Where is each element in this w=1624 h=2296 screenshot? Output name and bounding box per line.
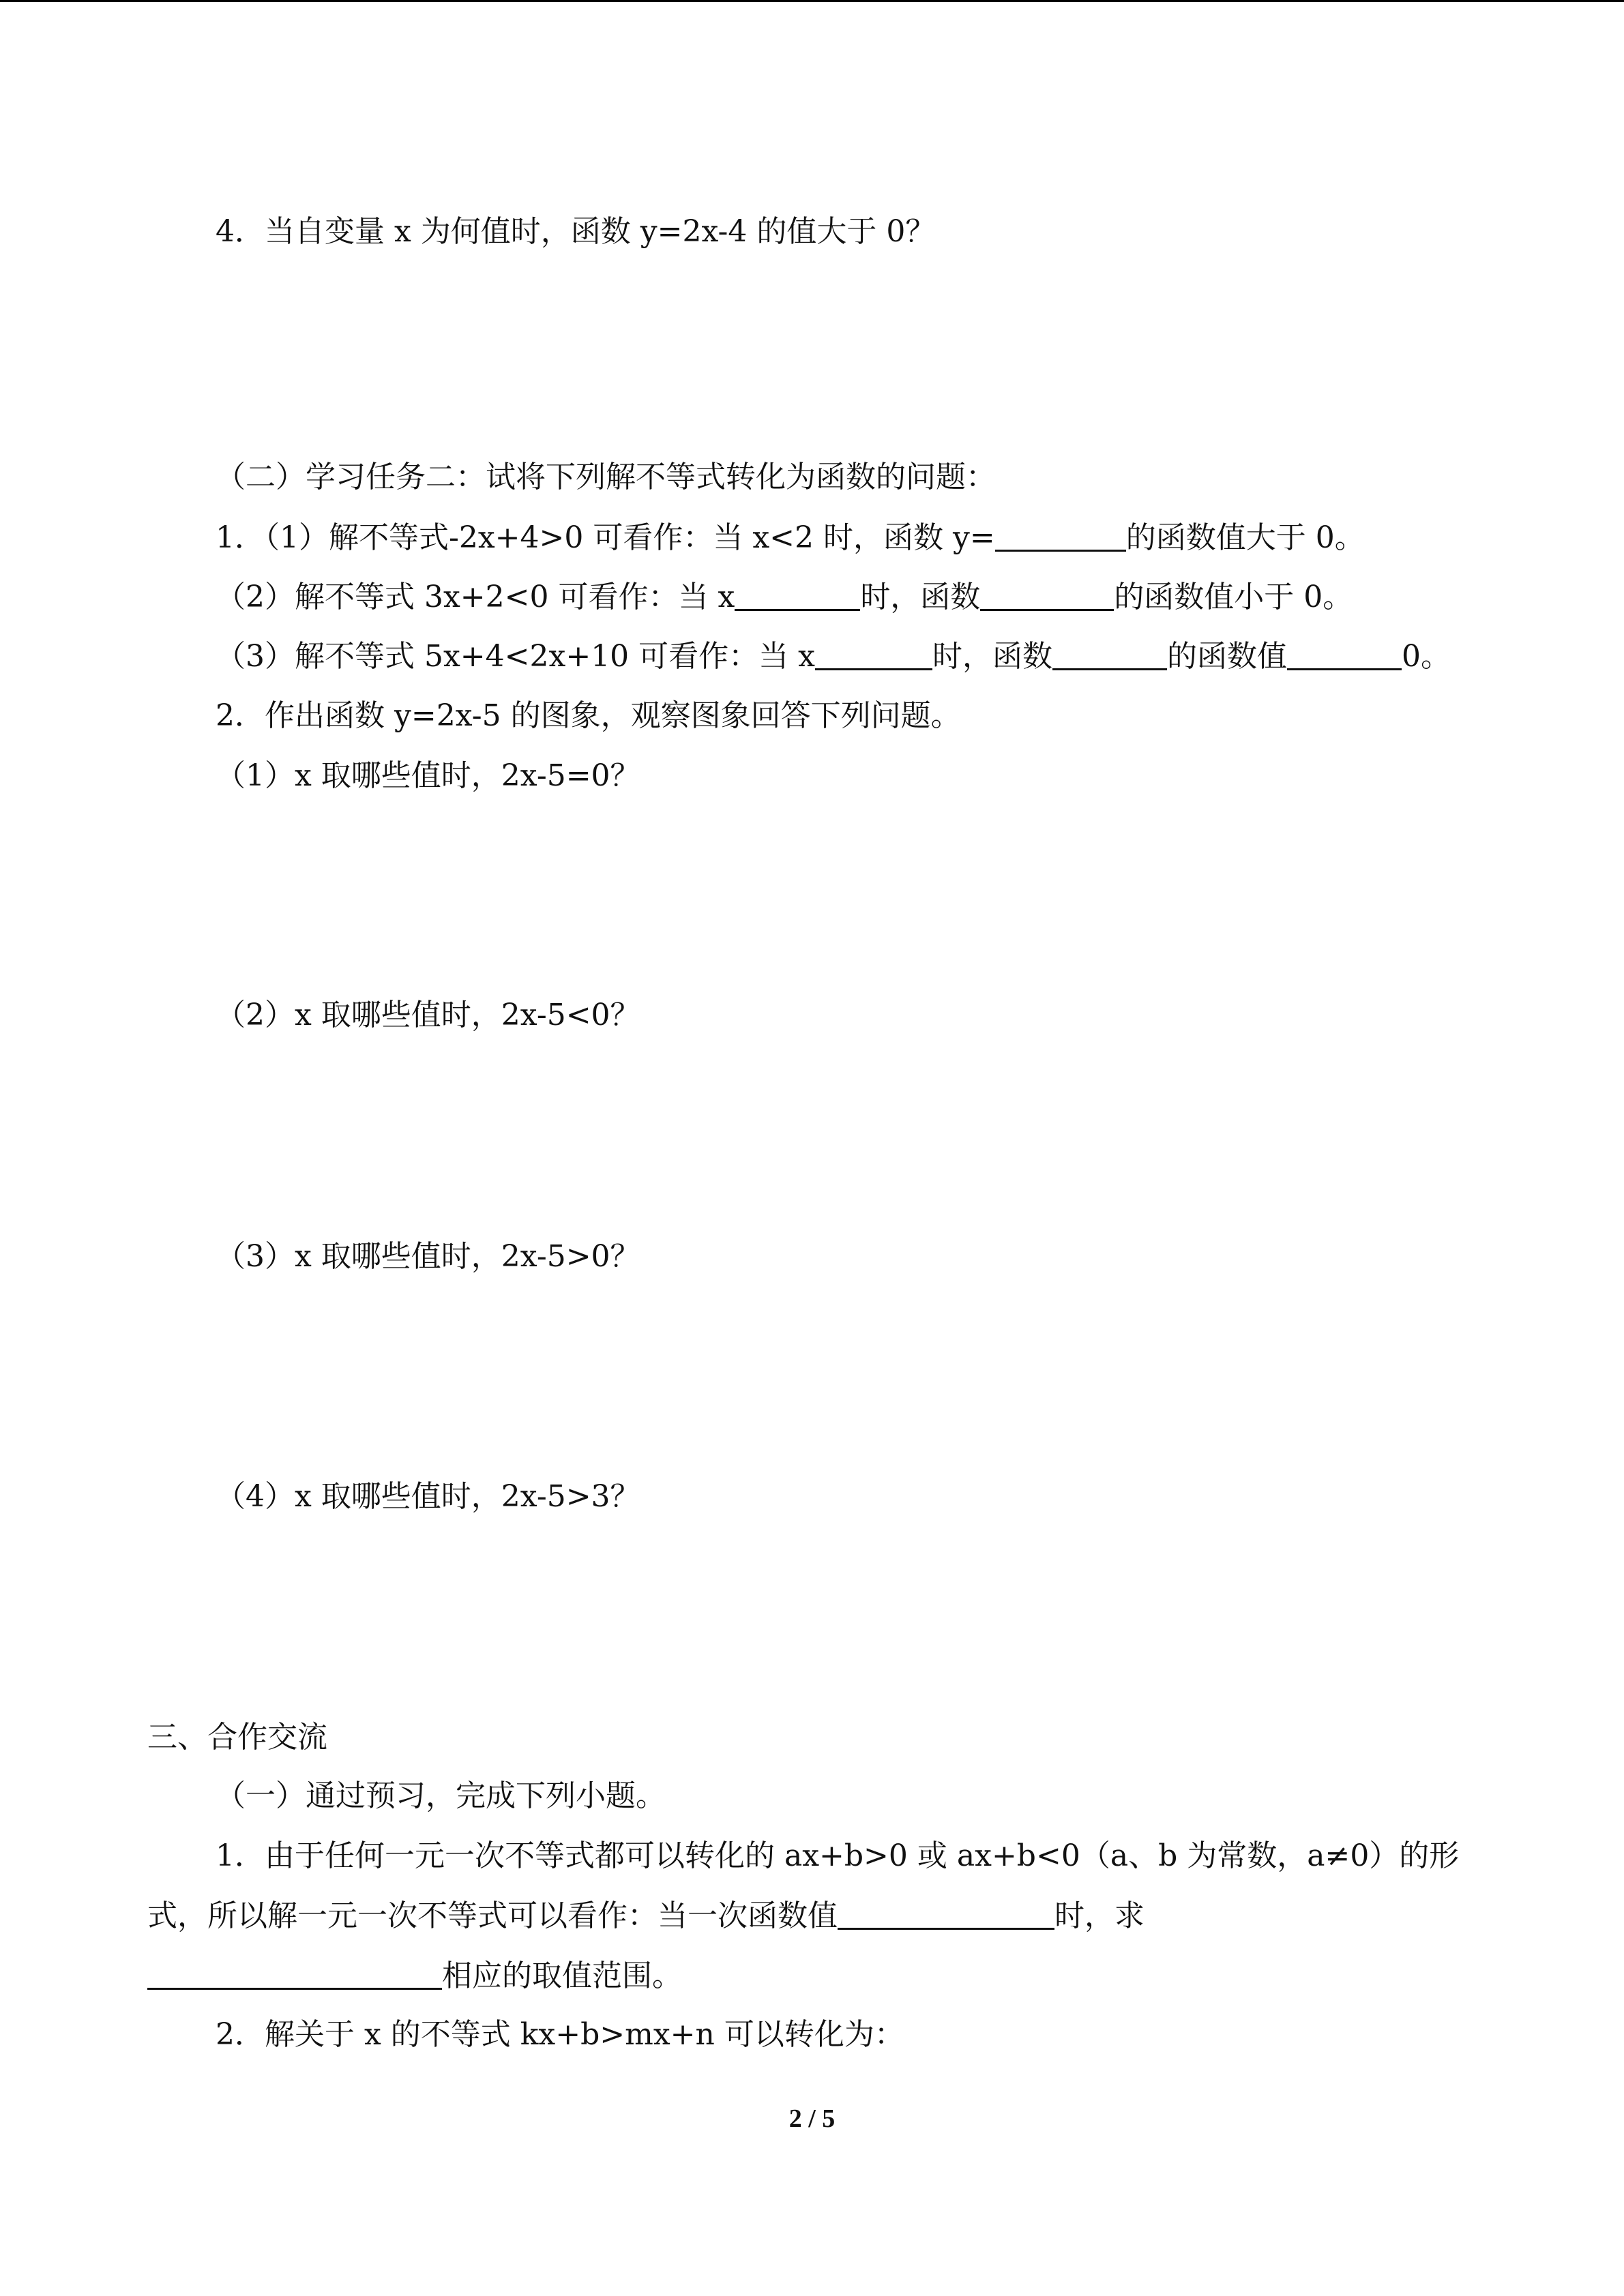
page-number: 2 / 5 xyxy=(788,2104,836,2133)
task2-sub3: （3）x 取哪些值时，2x-5>0？ xyxy=(216,1239,640,1274)
section3-p1-line3 xyxy=(147,1960,682,1991)
item1-3-text-c: 的函数值 xyxy=(1166,639,1287,674)
answer-blank[interactable] xyxy=(980,582,1114,611)
task2-item2: 2．作出函数 y=2x-5 的图象，观察图象回答下列问题。 xyxy=(216,698,961,733)
answer-blank[interactable] xyxy=(1287,641,1402,670)
section3-part1: （一）通过预习，完成下列小题。 xyxy=(216,1778,666,1813)
item1-2-text-b: 时，函数 xyxy=(860,580,981,614)
p1-line2-text-b: 时，求 xyxy=(1054,1898,1145,1933)
answer-blank[interactable] xyxy=(147,1960,442,1990)
answer-blank[interactable] xyxy=(995,522,1126,552)
item1-2-text-c: 的函数值小于 0。 xyxy=(1114,580,1353,614)
p1-line2-text-a: 式，所以解一元一次不等式可以看作：当一次函数值 xyxy=(147,1898,838,1933)
task2-item1-1 xyxy=(216,522,1365,553)
item1-3-text-b: 时，函数 xyxy=(932,639,1052,674)
answer-blank[interactable] xyxy=(838,1900,1054,1930)
answer-blank[interactable] xyxy=(735,582,860,611)
task2-title: （二）学习任务二：试将下列解不等式转化为函数的问题： xyxy=(216,460,996,494)
section3-p1-line2 xyxy=(147,1900,1145,1931)
section3-p2: 2．解关于 x 的不等式 kx+b>mx+n 可以转化为： xyxy=(216,2017,904,2052)
answer-blank[interactable] xyxy=(1052,641,1167,670)
section3-title: 三、合作交流 xyxy=(147,1720,327,1755)
item1-1-text-b: 的函数值大于 0。 xyxy=(1125,520,1365,555)
task2-item1-3 xyxy=(216,641,1451,672)
item1-3-text-d: 0。 xyxy=(1401,639,1451,674)
top-border-line xyxy=(0,0,1624,2)
item1-3-text-a: （3）解不等式 5x+4<2x+10 可看作：当 x xyxy=(216,639,815,674)
task2-sub2: （2）x 取哪些值时，2x-5<0？ xyxy=(216,998,640,1032)
item1-2-text-a: （2）解不等式 3x+2<0 可看作：当 x xyxy=(216,580,735,614)
task2-item1-2 xyxy=(216,582,1353,612)
item1-1-text-a: 1．（1）解不等式-2x+4>0 可看作：当 x<2 时，函数 y= xyxy=(216,520,995,555)
task2-sub4: （4）x 取哪些值时，2x-5>3？ xyxy=(216,1479,640,1514)
answer-blank[interactable] xyxy=(815,641,932,670)
question-4: 4．当自变量 x 为何值时，函数 y=2x-4 的值大于 0？ xyxy=(216,214,936,249)
task2-sub1: （1）x 取哪些值时，2x-5=0？ xyxy=(216,758,640,793)
p1-line3-text: 相应的取值范围。 xyxy=(442,1958,682,1993)
section3-p1-line1: 1．由于任何一元一次不等式都可以转化的 ax+b>0 或 ax+b<0（a、b 为常数，a≠0）的形 xyxy=(216,1838,1460,1873)
